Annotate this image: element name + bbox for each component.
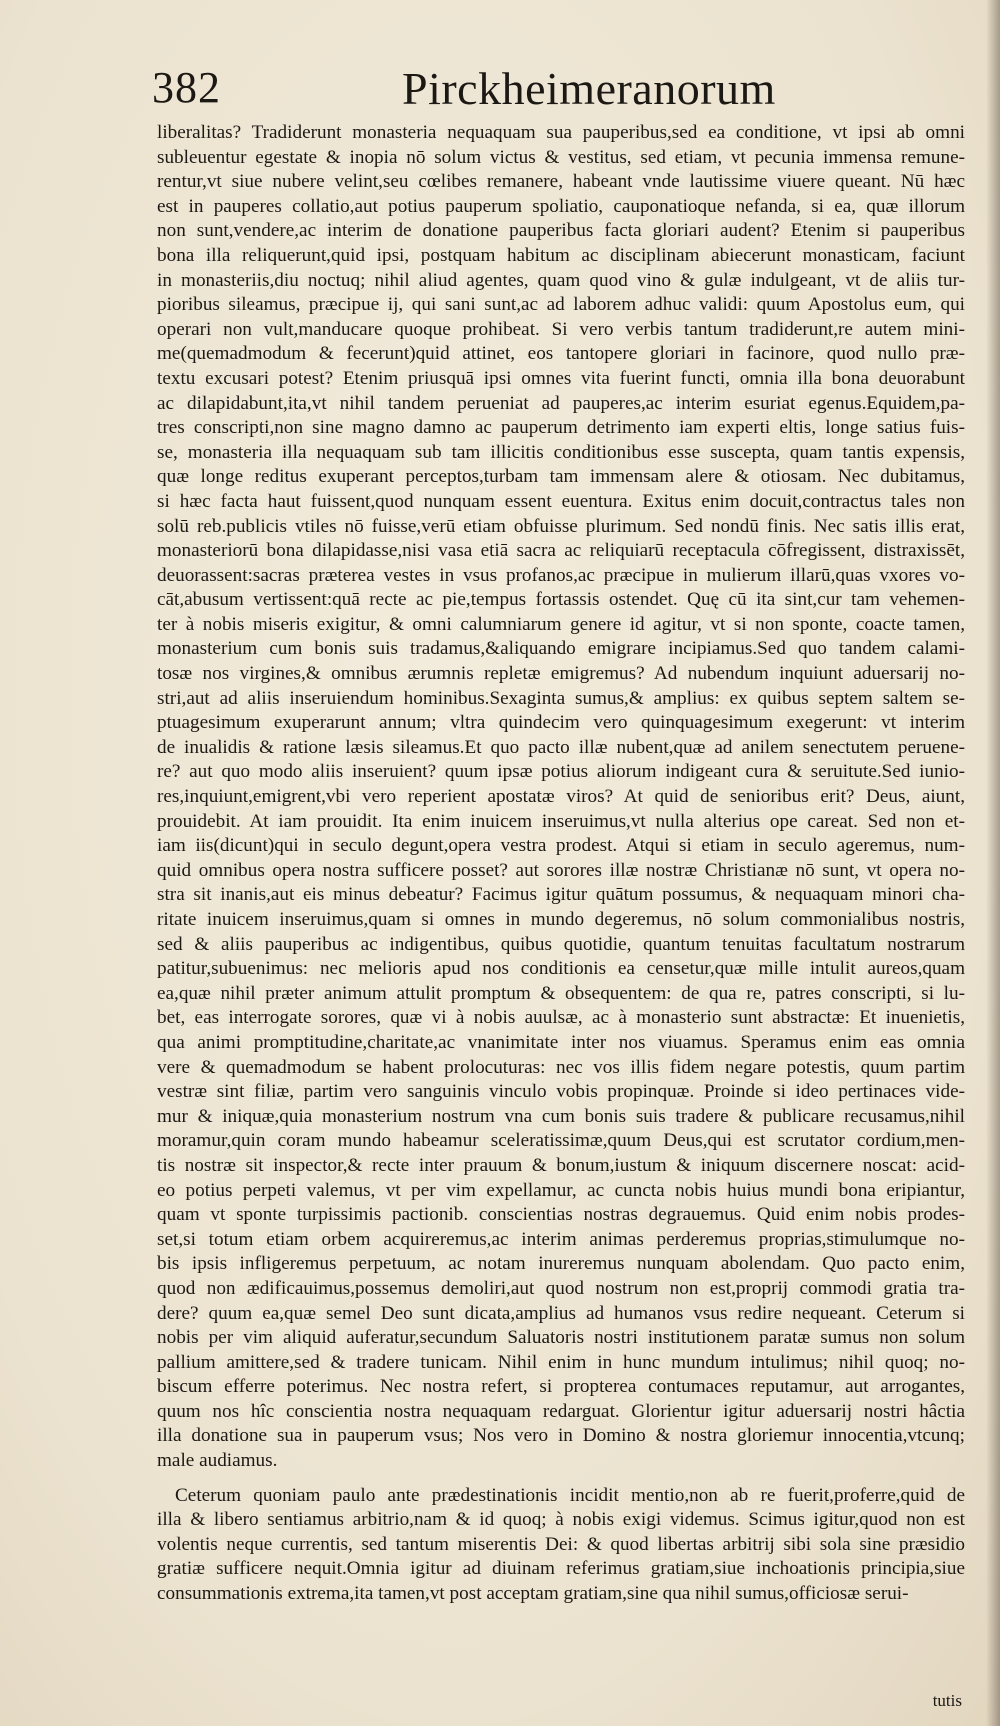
text-line: se, monasteria illa nequaquam sub tam illicitis conditionibus esse suscepta, quam tantis expensis, xyxy=(157,441,965,463)
text-line: bet, eas interrogate sorores, quæ vi à nobis auulsæ, ac à monasterio sunt abstractæ: Et inuenietis, xyxy=(157,1007,965,1029)
running-head: Pirckheimeranorum xyxy=(402,63,776,114)
text-line: monasterium cum bonis suis tradamus,&aliquando emigrare incipiamus.Sed quo tandem calami- xyxy=(157,638,965,660)
text-line: biscum efferre poterimus. Nec nostra refert, si propterea contumaces reputamur, aut arrogantes, xyxy=(157,1376,965,1398)
text-line: res,inquiunt,emigrent,vbi vero reperient apostatæ viros? At quid de senioribus erit? Deus, aiunt, xyxy=(157,786,965,808)
text-line: ptuagesimum exuperarunt annum; vltra quindecim vero quinquagesimum exegerunt: vt interim xyxy=(157,712,965,734)
text-line: illa donatione sua in pauperum vsus; Nos vero in Domino & nostra gloriemur innocentia,vtcunq; xyxy=(157,1425,965,1447)
text-line: ac dilapidabunt,ita,vt nihil tandem perueniat ad pauperes,ac interim esuriat egenus.Equidem,pa- xyxy=(157,392,965,414)
catchword: tutis xyxy=(932,1691,962,1710)
text-line: pallium amittere,sed & tradere tunicam. Nihil enim in hunc mundum intulimus; nihil quoq; no- xyxy=(157,1351,965,1373)
text-line: quid omnibus opera nostra sufficere posset? aut sorores illæ nostræ Christianæ nō sunt, vt opera no- xyxy=(157,859,965,881)
text-line: non sunt,vendere,ac interim de donatione pauperibus facta gloriari audent? Etenim si pauperibus xyxy=(157,220,965,242)
text-line: ter à nobis miseris exigitur, & omni calumniarum genere id agitur, vt si non sponte, coacte tamen, xyxy=(157,613,965,635)
paragraph-1 xyxy=(157,121,965,1474)
text-line: tis nostræ sit inspector,& recte inter prauum & bonum,iustum & iniquum discernere noscat: acid- xyxy=(157,1154,965,1176)
text-line: tres conscripti,non sine magno damno ac pauperum detrimento iam experti eltis, longe satius fuis- xyxy=(157,417,965,439)
text-line: illa & libero sentiamus arbitrio,nam & id quoq; à nobis exigi videmus. Scimus igitur,quod non est xyxy=(157,1509,965,1531)
text-line: prouidebit. At iam prouidit. Ita enim inuicem inseruimus,vt nulla alterius ope careat. Sed non et- xyxy=(157,810,965,832)
text-line: monasteriorū bona dilapidasse,nisi vasa etiā sacra ac reliquiarū receptacula cōfregissent, distraxissēt, xyxy=(157,540,965,562)
text-line: re? aut quo modo aliis inseruient? quum ipsæ potius aliorum indigeant cura & seruitute.Sed iunio- xyxy=(157,761,965,783)
text-line: textu excusari potest? Etenim priusquā ipsi omnes vita fuerint functi, omnia illa bona deuorabunt xyxy=(157,367,965,389)
body-text xyxy=(157,121,965,1607)
text-line: liberalitas? Tradiderunt monasteria nequaquam sua pauperibus,sed ea conditione, vt ipsi ab omni xyxy=(157,122,965,143)
text-line: ritate inuicem inseruimus,quam si omnes in mundo degeremus, nō solum commonialibus nostris, xyxy=(157,909,965,930)
text-line: vestræ sint filiæ, partim vero sanguinis vinculo vobis propinquæ. Proinde si ideo pertinaces vide- xyxy=(157,1081,965,1103)
text-line: rentur,vt siue nubere velint,seu cœlibes remanere, habeant vnde lautissime viuere queant. Nū hæc xyxy=(157,171,965,193)
text-line: tosæ nos virgines,& omnibus ærumnis repletæ emigremus? Ad nubendum inquiunt aduersarij no- xyxy=(157,663,965,685)
text-line: in monasteriis,diu noctuq; nihil aliud agentes, quam quod vino & gulæ indulgeant, vt de aliis tur- xyxy=(157,269,965,291)
text-line: consummationis extrema,ita tamen,vt post acceptam gratiam,sine qua nihil sumus,officiosæ serui- xyxy=(157,1583,909,1605)
text-line: quæ longe reditus exuperant perceptos,turbam tam immensam alere & otiosam. Nec dubitamus, xyxy=(157,466,965,488)
text-line: quum nos hîc conscientia nostra nequaquam redarguat. Glorientur igitur aduersarij nostri hâctia xyxy=(157,1400,965,1422)
text-line: qua animi promptitudine,charitate,ac vnanimitate inter nos viuamus. Speramus enim eas omnia xyxy=(157,1031,965,1053)
text-line: Ceterum quoniam paulo ante prædestinationis incidit mentio,non ab re fuerit,proferre,quid de xyxy=(175,1484,965,1506)
text-line: quam vt sponte turpissimis pactionib. conscientias nostras degrauemus. Quid enim nobis prodes- xyxy=(157,1204,965,1226)
text-line: sed & aliis pauperibus ac indigentibus, quibus quotidie, quantum tenuitas facultatum nostrarum xyxy=(157,933,965,955)
text-line: quod non ædificauimus,possemus demoliri,aut quod nostrum non est,proprij commodi gratia tra- xyxy=(157,1277,965,1299)
text-line: dere? quum ea,quæ semel Deo sunt dicata,amplius ad humanos vsus redire nequeant. Ceterum si xyxy=(157,1302,965,1324)
text-line: ea,quæ nihil præter animum attulit promptum & obsequentem: de qua re, patres conscripti, si lu- xyxy=(157,982,965,1004)
text-line: stri,aut ad aliis inseruiendum hominibus.Sexaginta sumus,& amplius: ex quibus septem saltem se- xyxy=(157,687,965,709)
text-line: bona illa reliquerunt,quid ipsi, postquam habitum ac disciplinam abiecerunt monasticam, faciunt xyxy=(157,244,965,266)
text-line: operari non vult,manducare quoque prohibeat. Si vero verbis tantum tradiderunt,re autem mini- xyxy=(157,318,965,340)
text-line: nobis per vim aliquid auferatur,secundum Saluatoris nostri institutionem paratæ sumus non solum xyxy=(157,1327,965,1349)
text-line: de inualidis & ratione læsis sileamus.Et quo pacto illæ nubent,quæ ad anilem senectutem peruene- xyxy=(157,736,965,758)
text-line: eo potius perpeti valemus, vt per vim expellamur, ac cuncta nobis huius mundi bona eripiantur, xyxy=(157,1179,965,1201)
text-line: me(quemadmodum & fecerunt)quid attinet, eos tantopere gloriari in facinore, quod nullo præ- xyxy=(157,343,965,365)
text-line: deuorassent:sacras præterea vestes in vsus profanos,ac præcipue in mulierum illarū,quas vxores vo- xyxy=(157,564,965,586)
paragraph-gap xyxy=(157,1474,965,1484)
text-line: male audiamus. xyxy=(157,1450,278,1472)
paragraph-2 xyxy=(157,1484,965,1607)
text-line: moramur,quin coram mundo habeamur sceleratissimæ,quum Deus,qui est scrutator cordium,men- xyxy=(157,1130,965,1152)
text-line: iam iis(dicunt)qui in seculo degunt,opera vestra prodest. Atqui si etiam in seculo ageremus, num- xyxy=(157,835,965,857)
text-line: stra sit inanis,aut eis minus debeatur? Facimus igitur quātum possumus, & nequaquam minori cha- xyxy=(157,884,965,906)
text-line: bis ipsis infligeremus perpetuum, ac notam inureremus nunquam abolendam. Quo pacto enim, xyxy=(157,1253,965,1275)
text-line: patitur,subuenimus: nec melioris apud nos conditionis ea censetur,quæ mille intulit aureos,quam xyxy=(157,958,965,980)
text-line: cāt,abusum vertissent:quā recte ac pie,tempus fortassis ostendet. Quę cū ita sint,cur tam vehemen- xyxy=(157,589,965,611)
text-line: vere & quemadmodum se habent prolocuturas: nec vos illis fidem negare potestis, quum partim xyxy=(157,1056,965,1078)
text-line: mur & iniquæ,quia monasterium nostrum vna cum bonis suis tradere & publicare recusamus,nihil xyxy=(157,1105,965,1127)
text-line: subleuentur egestate & inopia nō solum victus & vestitus, sed etiam, vt pecunia immensa remune- xyxy=(157,146,965,168)
text-line: pioribus sileamus, præcipue ij, qui sani sunt,ac ad laborem adhuc validi: quum Apostolus eum, qui xyxy=(157,294,965,316)
text-line: est in pauperes collatio,aut potius pauperum spoliatio, cauponatioque nefanda, si ea, quæ illorum xyxy=(157,195,965,217)
text-line: volentis neque currentis, sed tantum miserentis Dei: & quod libertas arbitrij sibi sola sine præsidio xyxy=(157,1533,965,1555)
page-header xyxy=(152,58,952,118)
text-line: si hæc facta haut fuissent,quod nunquam essent euentura. Exitus enim docuit,contractus tales non xyxy=(157,490,965,512)
text-line: set,si totum etiam orbem acquireremus,ac interim animas perderemus proprias,stimulumque no- xyxy=(157,1228,965,1250)
text-line: gratiæ sufficere nequit.Omnia igitur ad diuinam referimus gratiam,siue inchoationis principia,siue xyxy=(157,1558,965,1580)
text-line: solū reb.publicis vtiles nō fuisse,verū etiam obfuisse plurimum. Sed nondū finis. Nec satis illis erat, xyxy=(157,515,965,537)
page-number: 382 xyxy=(152,63,221,112)
